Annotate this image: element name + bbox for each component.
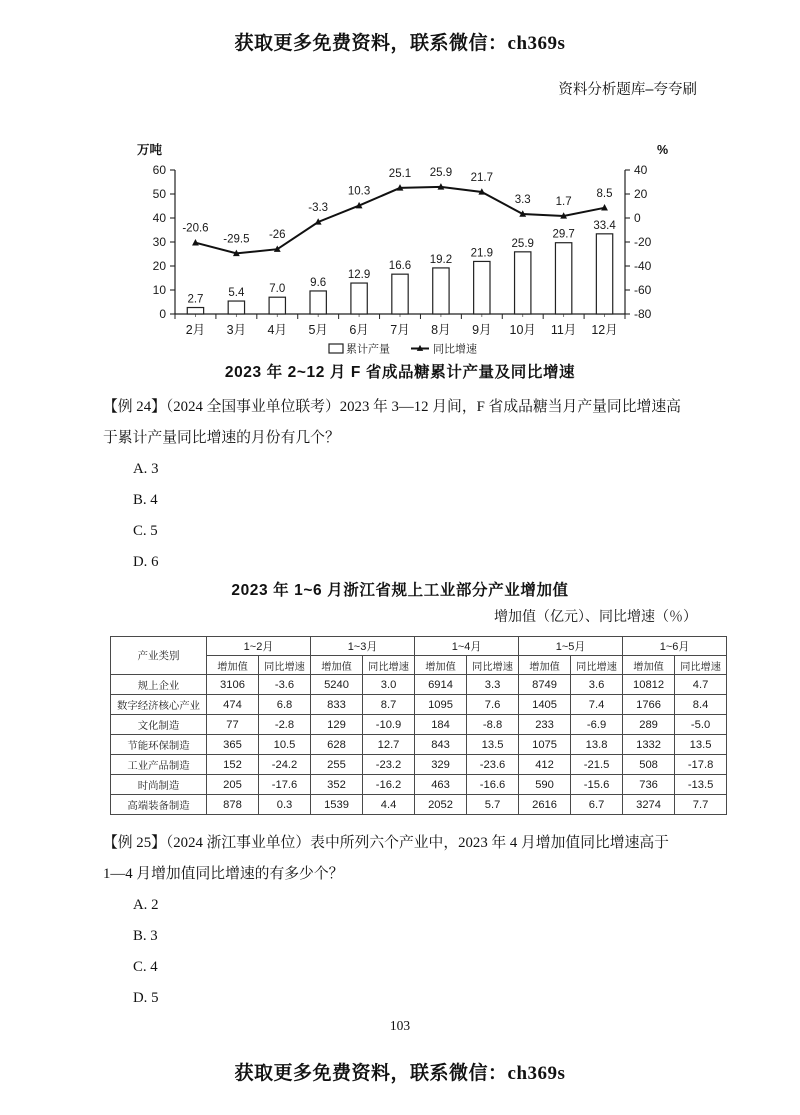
header-period-4: 1~5月: [519, 637, 623, 656]
table-row: [111, 675, 727, 695]
header-metric-growth-5: 同比增速: [675, 656, 727, 675]
right-axis-tick-label: -40: [634, 259, 652, 274]
table-cell: 12.7: [363, 735, 415, 755]
table-cell: 184: [415, 715, 467, 735]
table-cell: -3.6: [259, 675, 311, 695]
table-row: [111, 795, 727, 815]
bar-value-label: 9.6: [310, 276, 327, 289]
header-metric-growth-4: 同比增速: [571, 656, 623, 675]
table-cell: 352: [311, 775, 363, 795]
row-label: 工业产品制造: [111, 755, 207, 775]
bar-12月: [596, 234, 612, 314]
question-25-option-a[interactable]: A. 2: [133, 897, 159, 913]
table-head: [111, 637, 727, 675]
table-row: [111, 755, 727, 775]
table-cell: 7.6: [467, 695, 519, 715]
table-cell: -17.6: [259, 775, 311, 795]
left-axis-tick-label: 10: [152, 283, 166, 298]
table-cell: -23.2: [363, 755, 415, 775]
bar-6月: [351, 283, 367, 314]
table-row: [111, 735, 727, 755]
left-axis-tick-label: 40: [152, 211, 166, 226]
line-value-label: -26: [268, 229, 286, 242]
table-cell: 8749: [519, 675, 571, 695]
header-metric-value-5: 增加值: [623, 656, 675, 675]
header-metric-value-4: 增加值: [519, 656, 571, 675]
table-cell: 833: [311, 695, 363, 715]
table-cell: 843: [415, 735, 467, 755]
table-row: [111, 715, 727, 735]
bar-7月: [392, 274, 408, 314]
table-cell: -8.8: [467, 715, 519, 735]
header-metric-growth-3: 同比增速: [467, 656, 519, 675]
question-24-line-2: 于累计产量同比增速的月份有几个？: [103, 430, 340, 446]
table-cell: 129: [311, 715, 363, 735]
bottom-banner: 获取更多免费资料，联系微信：ch369s: [234, 1063, 566, 1084]
right-axis-tick-label: 0: [634, 211, 641, 226]
table-cell: 10.5: [259, 735, 311, 755]
right-axis-tick-label: -20: [634, 235, 652, 250]
table-cell: 508: [623, 755, 675, 775]
line-value-label: 10.3: [347, 185, 371, 198]
legend-label-production: 累计产量: [346, 343, 390, 356]
question-24-line-1: 【例 24】（2024 全国事业单位联考）2023 年 3—12 月间，F 省成品糖当月产量同比增速高: [103, 399, 681, 415]
table-cell: 3.6: [571, 675, 623, 695]
table-cell: -15.6: [571, 775, 623, 795]
header-metric-value-3: 增加值: [415, 656, 467, 675]
line-value-label: -20.6: [182, 222, 209, 235]
table-cell: 1766: [623, 695, 675, 715]
left-axis-tick-label: 0: [159, 307, 166, 322]
right-axis-tick-label: -60: [634, 283, 652, 298]
bar-3月: [228, 301, 244, 314]
right-axis-title: %: [657, 143, 669, 157]
table-cell: 8.4: [675, 695, 727, 715]
bar-value-label: 5.4: [228, 287, 245, 300]
table-cell: 10812: [623, 675, 675, 695]
row-label: 文化制造: [111, 715, 207, 735]
line-value-label: 25.9: [429, 166, 453, 179]
row-label: 时尚制造: [111, 775, 207, 795]
bar-2月: [187, 308, 203, 314]
table-cell: 878: [207, 795, 259, 815]
table-cell: 205: [207, 775, 259, 795]
running-head-label: 资料分析题库–夸夸刷: [558, 82, 697, 98]
bar-9月: [474, 261, 490, 314]
header-metric-value-2: 增加值: [311, 656, 363, 675]
table-cell: 4.7: [675, 675, 727, 695]
question-25-option-c[interactable]: C. 4: [133, 959, 158, 975]
page-number: 103: [389, 1018, 411, 1033]
table-cell: 590: [519, 775, 571, 795]
table-cell: 7.7: [675, 795, 727, 815]
table-cell: -23.6: [467, 755, 519, 775]
right-axis-tick-label: 40: [634, 163, 648, 178]
line-marker: [192, 239, 199, 245]
header-metric-growth-2: 同比增速: [363, 656, 415, 675]
left-axis-tick-label: 50: [152, 187, 166, 202]
table-cell: -5.0: [675, 715, 727, 735]
bar-10月: [515, 252, 531, 314]
table-row: [111, 695, 727, 715]
table-cell: -16.2: [363, 775, 415, 795]
left-axis-tick-label: 30: [152, 235, 166, 250]
table-cell: 736: [623, 775, 675, 795]
header-category: 产业类别: [111, 637, 207, 675]
table-cell: 6.7: [571, 795, 623, 815]
bar-8月: [433, 268, 449, 314]
table-cell: 13.5: [467, 735, 519, 755]
table-cell: 6914: [415, 675, 467, 695]
table-cell: 365: [207, 735, 259, 755]
table-cell: 1539: [311, 795, 363, 815]
table-cell: -6.9: [571, 715, 623, 735]
table-cell: 628: [311, 735, 363, 755]
header-period-5: 1~6月: [623, 637, 727, 656]
table-cell: 4.4: [363, 795, 415, 815]
table-cell: -13.5: [675, 775, 727, 795]
line-value-label: 8.5: [596, 187, 613, 200]
bar-value-label: 19.2: [429, 253, 453, 266]
bar-value-label: 21.9: [470, 247, 494, 260]
x-axis-month-label: 11月: [550, 323, 577, 337]
table-cell: -2.8: [259, 715, 311, 735]
right-axis-tick-label: 20: [634, 187, 648, 202]
line-value-label: 1.7: [555, 195, 572, 208]
row-label: 规上企业: [111, 675, 207, 695]
bar-4月: [269, 297, 285, 314]
table-cell: 2616: [519, 795, 571, 815]
question-24-option-a[interactable]: A. 3: [133, 461, 159, 477]
legend-label-growth: 同比增速: [433, 343, 477, 356]
table-cell: 233: [519, 715, 571, 735]
bar-value-label: 25.9: [511, 237, 534, 250]
line-value-label: -29.5: [223, 233, 250, 246]
table-header-row-periods: [111, 637, 727, 656]
industry-table-wrapper: [110, 636, 721, 815]
table-cell: 474: [207, 695, 259, 715]
line-value-label: 3.3: [514, 194, 531, 207]
table-cell: 2052: [415, 795, 467, 815]
bar-value-label: 29.7: [552, 228, 575, 241]
table-cell: 329: [415, 755, 467, 775]
x-axis-month-label: 3月: [226, 323, 247, 337]
bar-11月: [555, 243, 571, 314]
question-25-line-1: 【例 25】（2024 浙江事业单位）表中所列六个产业中，2023 年 4 月增加值同比增速高于: [103, 835, 669, 851]
bar-value-label: 16.6: [388, 260, 412, 273]
legend-bar-swatch: [329, 344, 343, 353]
header-metric-value-1: 增加值: [207, 656, 259, 675]
table-cell: -16.6: [467, 775, 519, 795]
header-metric-growth-1: 同比增速: [259, 656, 311, 675]
table-cell: 1405: [519, 695, 571, 715]
table-cell: 1095: [415, 695, 467, 715]
line-value-label: 25.1: [388, 167, 412, 180]
x-axis-month-label: 7月: [390, 323, 410, 337]
question-25-block: [103, 828, 703, 1014]
right-axis-tick-label: -80: [634, 307, 652, 322]
industry-value-table: [110, 636, 727, 815]
table-cell: 0.3: [259, 795, 311, 815]
table-cell: 13.8: [571, 735, 623, 755]
question-24-option-c[interactable]: C. 5: [133, 523, 158, 539]
table-cell: 1332: [623, 735, 675, 755]
bar-5月: [310, 291, 326, 314]
question-24-block: [103, 392, 703, 578]
x-axis-month-label: 12月: [591, 323, 618, 337]
table-body: [111, 675, 727, 815]
question-24-option-d[interactable]: D. 6: [133, 554, 159, 570]
table-cell: 3.0: [363, 675, 415, 695]
left-axis-title: 万吨: [137, 143, 163, 157]
row-label: 高端装备制造: [111, 795, 207, 815]
question-25-option-b[interactable]: B. 3: [133, 928, 158, 944]
table-cell: 255: [311, 755, 363, 775]
table-cell: 8.7: [363, 695, 415, 715]
header-period-1: 1~2月: [207, 637, 311, 656]
x-axis-month-label: 5月: [308, 323, 328, 337]
header-period-3: 1~4月: [415, 637, 519, 656]
bar-value-label: 7.0: [269, 283, 286, 296]
growth-rate-line: [196, 187, 605, 254]
production-growth-chart: [133, 142, 699, 357]
table-cell: 3.3: [467, 675, 519, 695]
x-axis-month-label: 6月: [349, 323, 369, 337]
bar-value-label: 33.4: [593, 219, 616, 232]
question-25-line-2: 1—4 月增加值同比增速的有多少个？: [103, 866, 344, 882]
line-value-label: 21.7: [470, 171, 494, 184]
table-cell: -17.8: [675, 755, 727, 775]
header-period-2: 1~3月: [311, 637, 415, 656]
line-value-label: -3.3: [308, 201, 329, 214]
question-24-option-b[interactable]: B. 4: [133, 492, 158, 508]
table-cell: 6.8: [259, 695, 311, 715]
table-cell: -21.5: [571, 755, 623, 775]
chart-svg: [133, 142, 699, 357]
table-unit-note: 增加值（亿元）、同比增速（％）: [494, 608, 697, 624]
x-axis-month-label: 8月: [431, 323, 451, 337]
table-cell: 289: [623, 715, 675, 735]
figure-caption: 2023 年 2~12 月 F 省成品糖累计产量及同比增速: [224, 364, 576, 381]
x-axis-month-label: 9月: [472, 323, 492, 337]
x-axis-month-label: 2月: [185, 323, 206, 337]
table-cell: 1075: [519, 735, 571, 755]
table-cell: 463: [415, 775, 467, 795]
row-label: 数字经济核心产业: [111, 695, 207, 715]
table-cell: -24.2: [259, 755, 311, 775]
left-axis-tick-label: 20: [152, 259, 166, 274]
table-cell: 5.7: [467, 795, 519, 815]
table-cell: 77: [207, 715, 259, 735]
table-title: 2023 年 1~6 月浙江省规上工业部分产业增加值: [231, 582, 569, 599]
table-cell: -10.9: [363, 715, 415, 735]
row-label: 节能环保制造: [111, 735, 207, 755]
question-25-option-d[interactable]: D. 5: [133, 990, 159, 1006]
table-cell: 7.4: [571, 695, 623, 715]
table-cell: 412: [519, 755, 571, 775]
table-cell: 3274: [623, 795, 675, 815]
bar-value-label: 2.7: [187, 293, 204, 306]
table-row: [111, 775, 727, 795]
table-cell: 5240: [311, 675, 363, 695]
left-axis-tick-label: 60: [152, 163, 166, 178]
x-axis-month-label: 10月: [509, 323, 536, 337]
table-cell: 3106: [207, 675, 259, 695]
x-axis-month-label: 4月: [267, 323, 287, 337]
table-cell: 13.5: [675, 735, 727, 755]
top-banner: 获取更多免费资料，联系微信：ch369s: [234, 33, 566, 54]
bar-value-label: 12.9: [347, 269, 371, 282]
table-cell: 152: [207, 755, 259, 775]
